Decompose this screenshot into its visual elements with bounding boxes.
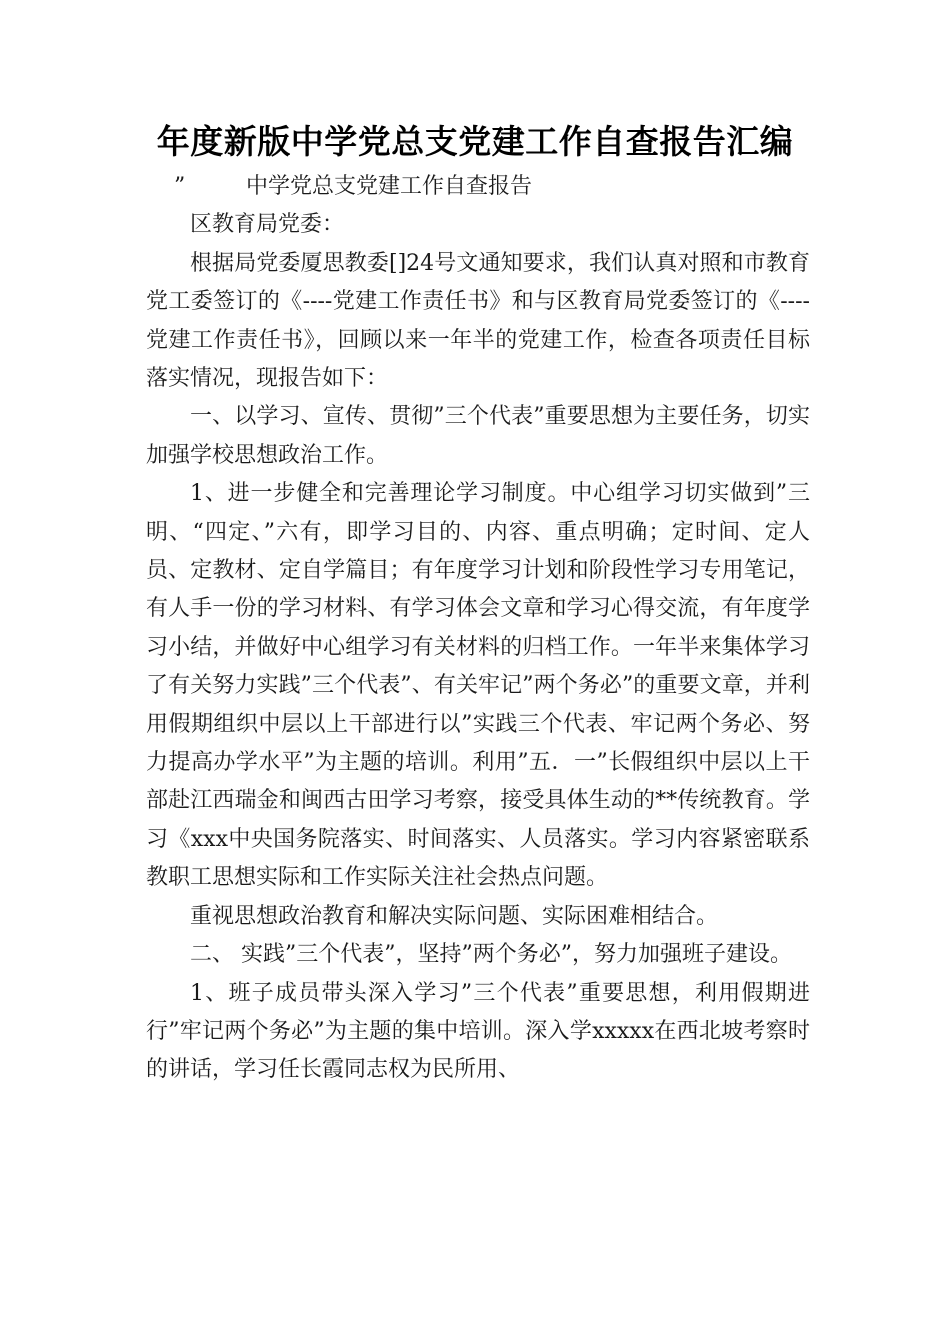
subtitle-text: 中学党总支党建工作自查报告 xyxy=(246,174,533,199)
document-title: 年度新版中学党总支党建工作自查报告汇编 xyxy=(156,122,794,161)
paragraph-political-education: 重视思想政治教育和解决实际问题、实际困难相结合。 xyxy=(190,903,719,929)
document-subtitle xyxy=(146,168,810,206)
document-body xyxy=(146,168,810,1090)
salutation: 区教育局党委： xyxy=(190,212,345,238)
paragraph-intro: 根据局党委厦思教委[]24号文通知要求，我们认真对照和市教育党工委签订的《----党建工作责任书》和与区教育局党委签订的《----党建工作责任书》，回顾以来一年半的党建工作，检查各项责任目标落实情况，现报告如下： xyxy=(146,250,810,392)
paragraph-leadership-study: 1、班子成员带头深入学习”三个代表”重要思想，利用假期进行”牢记两个务必”为主题的集中培训。深入学xxxxx在西北坡考察时的讲话，学习任长霞同志权为民所用、 xyxy=(146,980,810,1083)
subtitle-quote-mark: ” xyxy=(174,174,186,199)
paragraph-study-system: 1、进一步健全和完善理论学习制度。中心组学习切实做到”三明、“四定、”六有，即学习目的、内容、重点明确；定时间、定人员、定教材、定自学篇目；有年度学习计划和阶段性学习专用笔记，有人手一份的学习材料、有学习体会文章和学习心得交流，有年度学习小结，并做好中心组学习有关材料的归档工作。一年半来集体学习了有关努力实践”三个代表”、有关牢记”两个务必”的重要文章，并利用假期组织中层以上干部进行以”实践三个代表、牢记两个务必、努力提高办学水平”为主题的培训。利用”五．一”长假组织中层以上干部赴江西瑞金和闽西古田学习考察，接受具体生动的**传统教育。学习《xxx中央国务院落实、时间落实、人员落实。学习内容紧密联系教职工思想实际和工作实际关注社会热点问题。 xyxy=(146,481,810,891)
section-heading-2: 二、 实践”三个代表”，坚持”两个务必”，努力加强班子建设。 xyxy=(190,942,792,968)
section-heading-1: 一、以学习、宣传、贯彻”三个代表”重要思想为主要任务，切实加强学校思想政治工作。 xyxy=(146,404,810,468)
